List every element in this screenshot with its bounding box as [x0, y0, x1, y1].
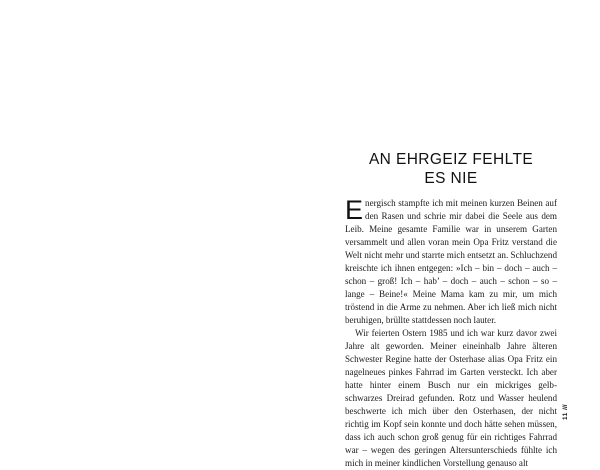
chapter-title-line-1: AN EHRGEIZ FEHLTE: [368, 151, 534, 168]
left-page-blank: [0, 0, 300, 467]
page-number: 11: [562, 412, 569, 420]
chapter-title-line-2: ES NIE: [424, 170, 478, 187]
drop-cap: E: [345, 195, 364, 225]
folio-mark-icon: ///: [562, 404, 569, 410]
paragraph-1: [345, 197, 557, 327]
body-text: [345, 197, 557, 470]
paragraph-1-text: nergisch stampfte ich mit meinen kurzen Beinen auf den Rasen und schrie mir dabei die Seele aus dem Leib. Meine gesamte Familie war in unserem Garten versammelt und allen voran mein Opa Fritz verstand die Welt nicht mehr und starrte mich entsetzt an. Schluchzend kreischte ich ihnen entgegen: »Ich – bin – doch – auch – schon – groß! Ich – hab’ – doch – auch – schon – so – lange – Beine!« Meine Mama kam zu mir, um mich tröstend in die Arme zu nehmen. Aber ich ließ mich nicht beruhigen, brüllte stattdessen noch lauter.: [345, 198, 557, 325]
page-folio: [562, 404, 569, 420]
paragraph-2: Wir feierten Ostern 1985 und ich war kurz davor zwei Jahre alt geworden. Meiner eineinhalb Jahre älteren Schwester Regine hatte der Osterhase alias Opa Fritz ein nagelneues pinkes Fahrrad im Garten versteckt. Ich aber hatte hinter einem Busch nur ein mickriges gelb-schwarzes Dreirad gefunden. Rotz und Wasser heulend beschwerte ich mich über den Osterhasen, der nicht richtig im Kopf sein konnte und doch hätte sehen müssen, dass ich auch schon groß genug für ein richtiges Fahrrad war – wegen des geringen Altersunterschieds fühlte ich mich in meiner kindlichen Vorstellung genauso alt: [345, 328, 557, 468]
chapter-title: [345, 150, 557, 188]
